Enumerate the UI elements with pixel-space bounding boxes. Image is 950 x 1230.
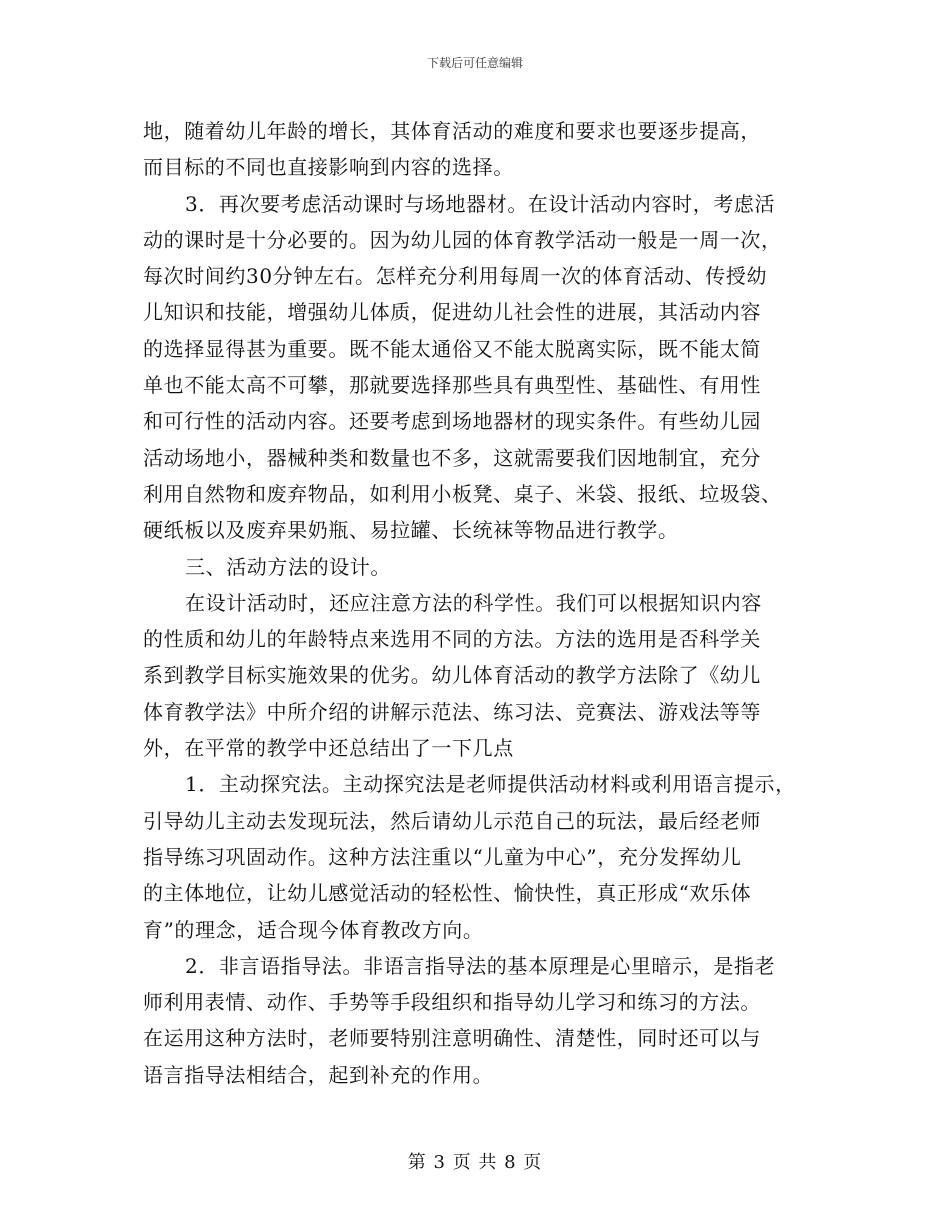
text-line: 在运用这种方法时，老师要特别注意明确性、清楚性，同时还可以与 <box>143 1026 761 1051</box>
text-line: 2．非言语指导法。非语言指导法的基本原理是心里暗示，是指老 <box>185 953 776 978</box>
text-line: 单也不能太高不可攀，那就要选择那些具有典型性、基础性、有用性 <box>143 373 761 398</box>
text-line: 儿知识和技能，增强幼儿体质，促进幼儿社会性的进展，其活动内容 <box>143 300 761 325</box>
text-line: 1．主动探究法。主动探究法是老师提供活动材料或利用语言提示， <box>185 772 796 797</box>
text-line: 活动场地小，器械种类和数量也不多，这就需要我们因地制宜，充分 <box>143 445 761 470</box>
text-line: 3．再次要考虑活动课时与场地器材。在设计活动内容时，考虑活 <box>185 191 776 216</box>
text-line: 的主体地位，让幼儿感觉活动的轻松性、愉快性，真正形成“欢乐体 <box>143 881 752 906</box>
text-line: 指导练习巩固动作。这种方法注重以“儿童为中心”，充分发挥幼儿 <box>143 844 742 869</box>
page-number: 第 3 页 共 8 页 <box>407 1152 543 1173</box>
text-line: 体育教学法》中所介绍的讲解示范法、练习法、竞赛法、游戏法等等 <box>143 699 761 724</box>
text-line: 的选择显得甚为重要。既不能太通俗又不能太脱离实际，既不能太简 <box>143 336 761 361</box>
text-line: 师利用表情、动作、手势等手段组织和指导幼儿学习和练习的方法。 <box>143 990 761 1015</box>
text-line: 在设计活动时，还应注意方法的科学性。我们可以根据知识内容 <box>185 590 762 615</box>
document-body <box>143 113 823 1093</box>
page-header: 下载后可任意编辑 <box>426 56 523 70</box>
text-line: 三、活动方法的设计。 <box>185 554 391 579</box>
text-line: 动的课时是十分必要的。因为幼儿园的体育教学活动一般是一周一次， <box>143 227 782 252</box>
text-line: 硬纸板以及废弃果奶瓶、易拉罐、长统袜等物品进行教学。 <box>143 518 679 543</box>
text-line: 利用自然物和废弃物品，如利用小板凳、桌子、米袋、报纸、垃圾袋、 <box>143 481 782 506</box>
text-line: 每次时间约30分钟左右。怎样充分利用每周一次的体育活动、传授幼 <box>143 264 768 289</box>
text-line: 外，在平常的教学中还总结出了一下几点 <box>143 736 514 761</box>
text-line: 育”的理念，适合现今体育教改方向。 <box>143 917 484 942</box>
text-line: 的性质和幼儿的年龄特点来选用不同的方法。方法的选用是否科学关 <box>143 627 761 652</box>
text-line: 和可行性的活动内容。还要考虑到场地器材的现实条件。有些幼儿园 <box>143 409 761 434</box>
text-line: 而目标的不同也直接影响到内容的选择。 <box>143 155 514 180</box>
text-line: 地，随着幼儿年龄的增长，其体育活动的难度和要求也要逐步提高， <box>143 119 761 143</box>
text-line: 引导幼儿主动去发现玩法，然后请幼儿示范自己的玩法，最后经老师 <box>143 808 761 833</box>
text-line: 语言指导法相结合，起到补充的作用。 <box>143 1062 494 1087</box>
text-line: 系到教学目标实施效果的优劣。幼儿体育活动的教学方法除了《幼儿 <box>143 663 761 688</box>
